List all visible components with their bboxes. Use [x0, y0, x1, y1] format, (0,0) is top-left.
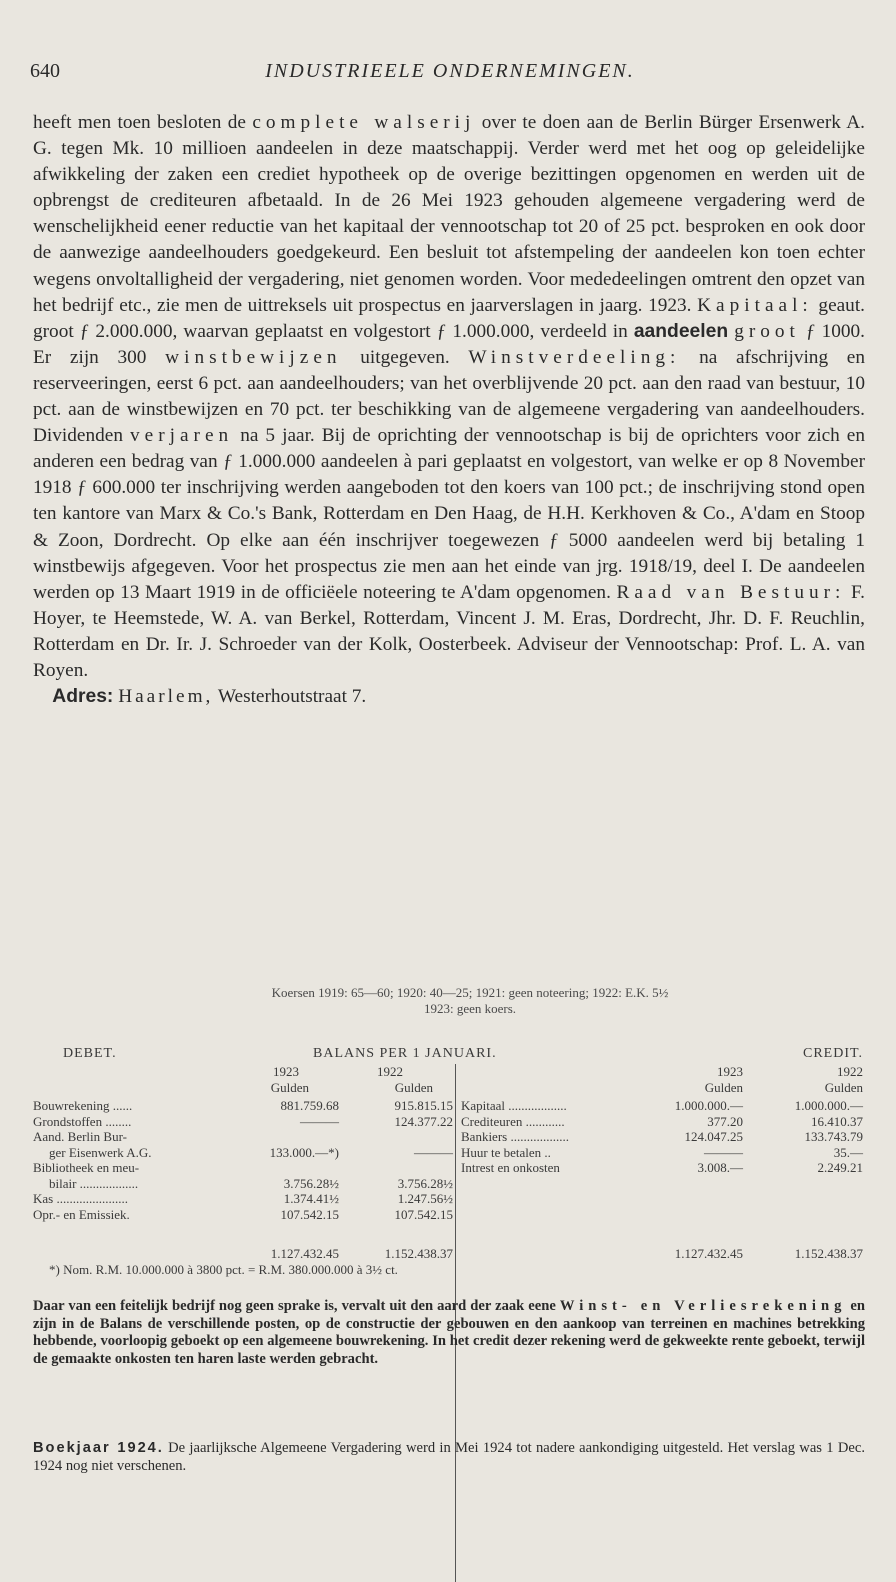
debet-row-1922: 124.377.22 [394, 1113, 453, 1129]
credit-row-label: Kapitaal .................. [461, 1098, 567, 1113]
debet-row-1922: 107.542.15 [394, 1206, 453, 1222]
debet-row-label: Bibliotheek en meu- [33, 1160, 140, 1175]
debet-row-1922: 915.815.15 [394, 1098, 453, 1113]
address-line: Adres: Haarlem, Westerhoutstraat 7. [52, 686, 367, 708]
debet-row-label: Bouwrekening ...... [33, 1098, 133, 1113]
company-description: heeft men toen besloten de complete walserij over te doen aan de Berlin Bürger Ersenwerk A. G. tegen Mk. 10 millioen aandeelen in deze maatschappij. Verder werd met het oog op geleidelijke afwikkeling der zaken een crediet hypotheek op de overige bezittingen opgenomen en werden uit de opbrengst de crediteuren afbetaald. In de 26 Mei 1923 gehouden algemeene vergadering werd de wenschelijkheid eener reductie van het kapitaal der vennootschap tot 20 of 25 pct. besproken en ook door de aanwezige aandeelhouders goedgekeurd. Een besluit tot afstempeling der aandeelen kon toen echter wegens onvoltalligheid der vergadering, niet genomen worden. Voor mededeelingen omtrent den opzet van het bedrijf etc., zie men de uittreksels uit prospectus en jaarverslagen in jaarg. 1923. Kapitaal: geaut. groot ƒ 2.000.000, waarvan geplaatst en volgestort ƒ 1.000.000, verdeeld in aandeelen groot ƒ 1000. Er zijn 300 winstbewijzen uitgegeven. Winstverdeeling: na afschrijving en reserveeringen, eerst 6 pct. aan aandeelhouders; van het overblijvende 20 pct. aan den raad van bestuur, 10 pct. aan de winstbewijzen en 70 pct. ter beschikking van de algemeene vergadering van aandeelhouders. Dividenden verjaren na 5 jaar. Bij de oprichting der vennootschap is bij de oprichters voor zich en anderen een bedrag van ƒ 1.000.000 aandeelen à pari geplaatst en volgestort, van welke er op 8 November 1918 ƒ 600.000 ter inschrijving werden aangeboden tot den koers van 100 pct.; de inschrijving stond open ten kantore van Marx & Co.'s Bank, Rotterdam en Den Haag, de H.H. Kerkhoven & Co., A'dam en Stoop & Zoon, Dordrecht. Op elke aan één inschrijver toegewezen ƒ 5000 aandeelen werd bij betaling 1 winstbewijs afgegeven. Voor het prospectus zie men aan het einde van jrg. 1918/19, deel I. De aandeelen werden op 13 Maart 1919 in de officiëele noteering te A'dam opgenomen. Raad van Bestuur: F. Hoyer, te Heemstede, W. A. van Berkel, Rotterdam, Vincent J. M. Eras, Dordrecht, Jhr. D. F. Reuchlin, Rotterdam en Dr. Ir. J. Schroeder van der Kolk, Oosterbeek. Adviseur der Vennootschap: Prof. L. A. van Royen. [33, 112, 866, 681]
debet-row-1922: 1.247.56½ [397, 1191, 453, 1206]
page-number: 640 [30, 60, 60, 82]
adres-label: Adres: [52, 686, 114, 708]
credit-row-1922: 35.— [833, 1144, 863, 1160]
boekjaar-paragraph: Boekjaar 1924. De jaarlijksche Algemeene Vergadering werd in Mei 1924 tot nadere aankondiging uitgesteld. Het verslag was 1 Dec. 1924 nog niet verschenen. [33, 1440, 865, 1474]
credit-row-1923: 124.047.25 [684, 1129, 743, 1144]
boekjaar-label: Boekjaar 1924. [33, 1440, 164, 1456]
balance-columns: 1923 1922 Gulden Gulden 1923 1922 Gulden Gulden Bouwrekening ...... 881.759.68 915.815.15 Grondstoffen ........ ——— 124.377.22 Aand. Berlin Bur- ger Eisenwerk A.G. 133.000.—*) ——— Bibliotheek en meu- bilair .................. 3.756.28½ 3.756.28½ Kas ...................... 1.374.41½ 1.247.56½ Opr.- en Emissiek. 107.542.15 107.542.15 Kapitaal .................. 1.000.000.— 1.000.000.— Crediteuren ............ 377.20 16.410.37 Bankiers .................. 124.047.25 133.743.79 Huur te betalen .. ——— 35.— Intrest en onkosten 3.008.— 2.249.21 1.127.432.45 1.152.438.37 1.127.432.45 1.152.438.37 *) Nom. R.M. 10.000.000 à 3800 pct. = R.M. 380.000.000 à 3½ ct. [33, 1064, 873, 1554]
total-credit-1923: 1.127.432.45 [674, 1246, 743, 1261]
debet-row-1922: ——— [414, 1144, 453, 1160]
total-debet-1923: 1.127.432.45 [270, 1246, 339, 1261]
debet-row-1922 [343, 1160, 453, 1175]
debet-row-1923: 133.000.—*) [269, 1144, 339, 1160]
debet-row-1923: 881.759.68 [280, 1098, 339, 1113]
debet-row-label: Grondstoffen ........ [33, 1113, 132, 1129]
credit-row-1923: 3.008.— [697, 1160, 743, 1175]
total-debet-1922: 1.152.438.37 [384, 1246, 453, 1261]
main-paragraph [33, 110, 865, 710]
page-header [30, 60, 870, 90]
credit-row-1923: 1.000.000.— [674, 1098, 743, 1113]
debet-row-1923: ——— [300, 1113, 339, 1129]
debet-row-1923: 107.542.15 [280, 1206, 339, 1222]
kapitaal-label: Kapitaal: [697, 294, 813, 316]
credit-row-1922: 2.249.21 [817, 1160, 863, 1175]
credit-row-label: Huur te betalen .. [461, 1144, 551, 1160]
credit-heading: CREDIT. [802, 1046, 863, 1061]
credit-row-label: Bankiers .................. [461, 1129, 569, 1144]
total-credit-1922: 1.152.438.37 [794, 1246, 863, 1261]
running-title: INDUSTRIEELE ONDERNEMINGEN. [265, 60, 635, 82]
balance-title: BALANS PER 1 JANUARI. [313, 1046, 497, 1061]
debet-row-label: Kas ...................... [33, 1191, 128, 1206]
closing-paragraph: Daar van een feitelijk bedrijf nog geen sprake is, vervalt uit den aard der zaak eene Winst- en Verliesrekening en zijn in de Balans de verschillende posten, op de constructie der gebouwen en den aankoop van terreinen en machines betrekking hebbende, voorloopig geboekt op een algemeene bouwrekening. In het credit dezer rekening werd de gekweekte rente geboekt, terwijl de gemaakte onkosten ten haren laste werden gebracht. [33, 1298, 865, 1367]
debet-row-label: Aand. Berlin Bur- [33, 1129, 127, 1144]
aandeelen-label: aandeelen [633, 320, 729, 342]
credit-row-1922: 133.743.79 [804, 1129, 863, 1144]
debet-row-1923 [229, 1129, 339, 1144]
debet-row-1922 [343, 1129, 453, 1144]
debet-row-label: ger Eisenwerk A.G. [49, 1144, 152, 1160]
credit-row-1922: 1.000.000.— [794, 1098, 863, 1113]
credit-row-label: Crediteuren ............ [461, 1113, 565, 1129]
credit-row-1922: 16.410.37 [811, 1113, 863, 1129]
debet-row-1923 [229, 1160, 339, 1175]
balance-header [33, 1046, 873, 1064]
credit-row-1923: ——— [704, 1144, 743, 1160]
debet-heading: DEBET. [63, 1046, 117, 1061]
debet-row-1923: 1.374.41½ [283, 1191, 339, 1206]
debet-row-label: bilair .................. [49, 1175, 139, 1191]
debet-row-label: Opr.- en Emissiek. [33, 1206, 130, 1222]
winstverdeeling-label: Winstverdeeling: [468, 346, 681, 368]
credit-row-label: Intrest en onkosten [461, 1160, 560, 1175]
debet-row-1923: 3.756.28½ [283, 1175, 339, 1191]
koersen-block: Koersen 1919: 65—60; 1920: 40—25; 1921: geen noteering; 1922: E.K. 5½ 1923: geen koers. [271, 985, 669, 1016]
debet-row-1922: 3.756.28½ [397, 1175, 453, 1191]
raad-van-bestuur-label: Raad van Bestuur: [616, 581, 846, 603]
credit-row-1923: 377.20 [707, 1113, 743, 1129]
balance-footnote: *) Nom. R.M. 10.000.000 à 3800 pct. = R.M. 380.000.000 à 3½ ct. [49, 1262, 398, 1277]
